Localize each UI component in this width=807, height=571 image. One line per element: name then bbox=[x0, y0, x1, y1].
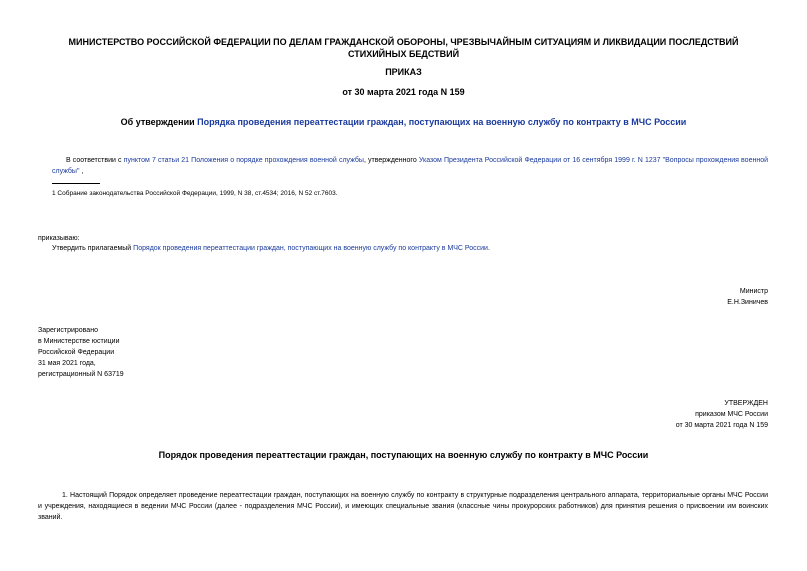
approved-block bbox=[568, 398, 768, 431]
approve-paragraph bbox=[52, 243, 768, 254]
heading-link[interactable]: Порядка проведения переаттестации граждан, поступающих на военную службу по контракту в МЧС России bbox=[197, 117, 687, 127]
registration-block bbox=[38, 325, 258, 380]
approve-text-1: Утвердить прилагаемый bbox=[52, 245, 134, 252]
footnote-mark: 1 bbox=[52, 190, 56, 197]
footnote-text: Собрание законодательства Российской Федерации, 1999, N 38, ст.4534; 2016, N 52 ст.7603. bbox=[55, 190, 338, 197]
registration-line: Российской Федерации bbox=[38, 349, 115, 356]
signature-name: Е.Н.Зиничев bbox=[727, 299, 768, 306]
approve-link[interactable]: Порядок проведения переаттестации граждан, поступающих на военную службу по контракту в МЧС России bbox=[133, 245, 488, 252]
approve-text-2: . bbox=[487, 245, 490, 252]
approved-line: приказом МЧС России bbox=[695, 411, 768, 418]
signature-block bbox=[568, 286, 768, 308]
footnote bbox=[52, 188, 768, 199]
document-heading bbox=[0, 116, 807, 128]
intro-text-3: , bbox=[79, 168, 84, 175]
registration-line: в Министерстве юстиции bbox=[38, 338, 120, 345]
document-date: от 30 марта 2021 года N 159 bbox=[342, 87, 465, 97]
approved-line: от 30 марта 2021 года N 159 bbox=[675, 422, 768, 429]
intro-text-2: , утвержденного bbox=[363, 157, 419, 164]
document-type: ПРИКАЗ bbox=[385, 67, 422, 77]
order-word: приказываю: bbox=[38, 235, 80, 242]
registration-line: Зарегистрировано bbox=[38, 327, 98, 334]
registration-line: 31 мая 2021 года, bbox=[38, 360, 96, 367]
footnote-divider bbox=[52, 183, 100, 184]
approved-line: УТВЕРЖДЕН bbox=[724, 400, 768, 407]
registration-line: регистрационный N 63719 bbox=[38, 371, 124, 378]
intro-text-1: В соответствии с bbox=[66, 157, 124, 164]
intro-paragraph bbox=[52, 155, 768, 177]
intro-link-2[interactable]: Указом Президента Российской Федерации от 16 сентября 1999 г. N 1237 "Вопросы прохождения военной службы" bbox=[52, 157, 769, 175]
paragraph-1: 1. Настоящий Порядок определяет проведение переаттестации граждан, поступающих на военную службу по контракту в структурные подразделения центрального аппарата, территориальные органы МЧС России и учреждения, находящиеся в ведении МЧС России (далее - подразделения МЧС России), и имеющих специальные звания (классные чины прокурорских работников) для принятия решения о присвоении им воинских званий. bbox=[38, 492, 768, 521]
intro-link-1[interactable]: пунктом 7 статьи 21 Положения о порядке прохождения военной службы bbox=[123, 157, 364, 164]
heading-prefix: Об утверждении bbox=[120, 117, 198, 127]
signature-title: Министр bbox=[739, 288, 768, 295]
section-title: Порядок проведения переаттестации граждан, поступающих на военную службу по контракту в МЧС России bbox=[158, 450, 649, 460]
ministry-header: МИНИСТЕРСТВО РОССИЙСКОЙ ФЕДЕРАЦИИ ПО ДЕЛАМ ГРАЖДАНСКОЙ ОБОРОНЫ, ЧРЕЗВЫЧАЙНЫМ СИТУАЦИЯМ И ЛИКВИДАЦИИ ПОСЛЕДСТВИЙ СТИХИЙНЫХ БЕДСТВИЙ bbox=[68, 37, 739, 59]
